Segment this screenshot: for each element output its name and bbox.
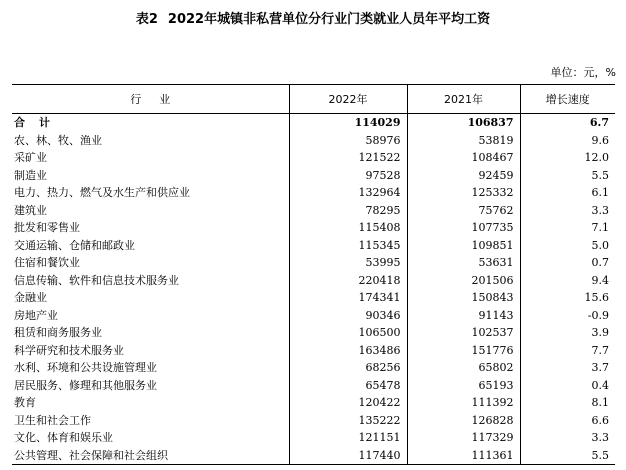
- wage-2021-cell: 125332: [407, 184, 520, 202]
- table-row: [12, 307, 615, 325]
- wage-2022-cell: 174341: [289, 289, 407, 307]
- industry-cell: 科学研究和技术服务业: [14, 343, 124, 357]
- wage-2022-cell: 65478: [289, 377, 407, 395]
- wage-2022-cell: 68256: [289, 359, 407, 377]
- growth-rate-cell: 6.1: [520, 184, 615, 202]
- industry-cell: 公共管理、社会保障和社会组织: [12, 447, 289, 465]
- wage-2022-cell: 121522: [289, 149, 407, 167]
- growth-rate-cell: 6.7: [520, 114, 615, 132]
- industry-cell: 房地产业: [14, 308, 58, 322]
- wage-2022-cell: 53995: [289, 254, 407, 272]
- growth-rate-cell: 12.0: [520, 149, 615, 167]
- wage-2021-cell: 91143: [407, 307, 520, 325]
- table-row: [12, 254, 615, 272]
- growth-rate-cell: 5.0: [520, 237, 615, 255]
- table-row: [12, 447, 615, 465]
- industry-cell: 采矿业: [14, 151, 47, 165]
- wage-2021-cell: 109851: [407, 237, 520, 255]
- wage-2022-cell: 106500: [289, 324, 407, 342]
- industry-cell: 租赁和商务服务业: [14, 326, 102, 340]
- wage-2022-cell: 117440: [289, 447, 407, 465]
- wage-2022-cell: 97528: [289, 167, 407, 185]
- wage-2021-cell: 92459: [407, 167, 520, 185]
- wage-2021-cell: 53819: [407, 132, 520, 150]
- table-body: [12, 114, 615, 465]
- growth-rate-cell: 3.9: [520, 324, 615, 342]
- wage-2021-cell: 111392: [407, 394, 520, 412]
- wage-2022-cell: 90346: [289, 307, 407, 325]
- wage-2021-cell: 107735: [407, 219, 520, 237]
- industry-cell: 水利、环境和公共设施管理业: [14, 361, 157, 375]
- industry-cell: 居民服务、修理和其他服务业: [14, 378, 157, 392]
- table-row: [12, 237, 615, 255]
- table-number: 表2: [135, 12, 158, 27]
- industry-cell: 金融业: [14, 291, 47, 305]
- table-row: [12, 359, 615, 377]
- table-row: [12, 342, 615, 360]
- growth-rate-cell: 3.3: [520, 429, 615, 447]
- industry-cell: 建筑业: [14, 203, 47, 217]
- table-title-text: 2022年城镇非私营单位分行业门类就业人员年平均工资: [167, 12, 491, 27]
- table-row: [12, 219, 615, 237]
- wage-2022-cell: 115408: [289, 219, 407, 237]
- table-row: [12, 429, 615, 447]
- header-2022: 2022年: [289, 85, 407, 114]
- table-row: [12, 412, 615, 430]
- table-row: [12, 184, 615, 202]
- wage-2022-cell: 163486: [289, 342, 407, 360]
- wage-2022-cell: 115345: [289, 237, 407, 255]
- wage-2021-cell: 102537: [407, 324, 520, 342]
- unit-note: 单位：元，%: [550, 66, 616, 79]
- total-row: [12, 114, 615, 132]
- table-row: [12, 289, 615, 307]
- table-row: [12, 377, 615, 395]
- wage-2021-cell: 150843: [407, 289, 520, 307]
- growth-rate-cell: 6.6: [520, 412, 615, 430]
- table-row: [12, 167, 615, 185]
- table-row: [12, 202, 615, 220]
- header-2021: 2021年: [407, 85, 520, 114]
- industry-cell: 卫生和社会工作: [14, 413, 91, 427]
- wage-2022-cell: 114029: [289, 114, 407, 132]
- wage-2021-cell: 117329: [407, 429, 520, 447]
- wage-2022-cell: 121151: [289, 429, 407, 447]
- growth-rate-cell: -0.9: [520, 307, 615, 325]
- header-growth: 增长速度: [520, 85, 615, 114]
- growth-rate-cell: 0.4: [520, 377, 615, 395]
- industry-cell: 信息传输、软件和信息技术服务业: [14, 273, 179, 287]
- table-row: [12, 324, 615, 342]
- industry-cell: 交通运输、仓储和邮政业: [14, 238, 135, 252]
- wage-2022-cell: 132964: [289, 184, 407, 202]
- wage-2021-cell: 126828: [407, 412, 520, 430]
- header-industry: 行业: [12, 85, 289, 114]
- industry-cell: 批发和零售业: [14, 221, 80, 235]
- growth-rate-cell: 9.4: [520, 272, 615, 290]
- growth-rate-cell: 3.3: [520, 202, 615, 220]
- growth-rate-cell: 7.7: [520, 342, 615, 360]
- header-row: [12, 85, 615, 114]
- growth-rate-cell: 3.7: [520, 359, 615, 377]
- wage-2021-cell: 53631: [407, 254, 520, 272]
- table-row: [12, 132, 615, 150]
- growth-rate-cell: 9.6: [520, 132, 615, 150]
- industry-cell: 住宿和餐饮业: [14, 256, 80, 270]
- industry-cell: 教育: [14, 396, 36, 410]
- table-header: [12, 85, 615, 114]
- table-row: [12, 149, 615, 167]
- growth-rate-cell: 7.1: [520, 219, 615, 237]
- table-row: [12, 394, 615, 412]
- growth-rate-cell: 0.7: [520, 254, 615, 272]
- wage-2022-cell: 58976: [289, 132, 407, 150]
- growth-rate-cell: 15.6: [520, 289, 615, 307]
- wage-2021-cell: 151776: [407, 342, 520, 360]
- growth-rate-cell: 5.5: [520, 167, 615, 185]
- wage-2021-cell: 106837: [407, 114, 520, 132]
- wage-2021-cell: 108467: [407, 149, 520, 167]
- wage-2021-cell: 75762: [407, 202, 520, 220]
- wage-2021-cell: 111361: [407, 447, 520, 465]
- wage-2022-cell: 120422: [289, 394, 407, 412]
- industry-cell: 农、林、牧、渔业: [14, 133, 102, 147]
- growth-rate-cell: 5.5: [520, 447, 615, 465]
- table-row: [12, 272, 615, 290]
- industry-cell: 合计: [14, 116, 64, 130]
- wage-2021-cell: 65193: [407, 377, 520, 395]
- wage-2022-cell: 78295: [289, 202, 407, 220]
- growth-rate-cell: 8.1: [520, 394, 615, 412]
- table-title: [0, 8, 626, 27]
- industry-cell: 电力、热力、燃气及水生产和供应业: [14, 186, 190, 200]
- wage-2021-cell: 201506: [407, 272, 520, 290]
- wage-table: [12, 84, 615, 465]
- industry-cell: 制造业: [14, 168, 47, 182]
- industry-cell: 文化、体育和娱乐业: [14, 431, 113, 445]
- wage-2021-cell: 65802: [407, 359, 520, 377]
- wage-2022-cell: 135222: [289, 412, 407, 430]
- wage-2022-cell: 220418: [289, 272, 407, 290]
